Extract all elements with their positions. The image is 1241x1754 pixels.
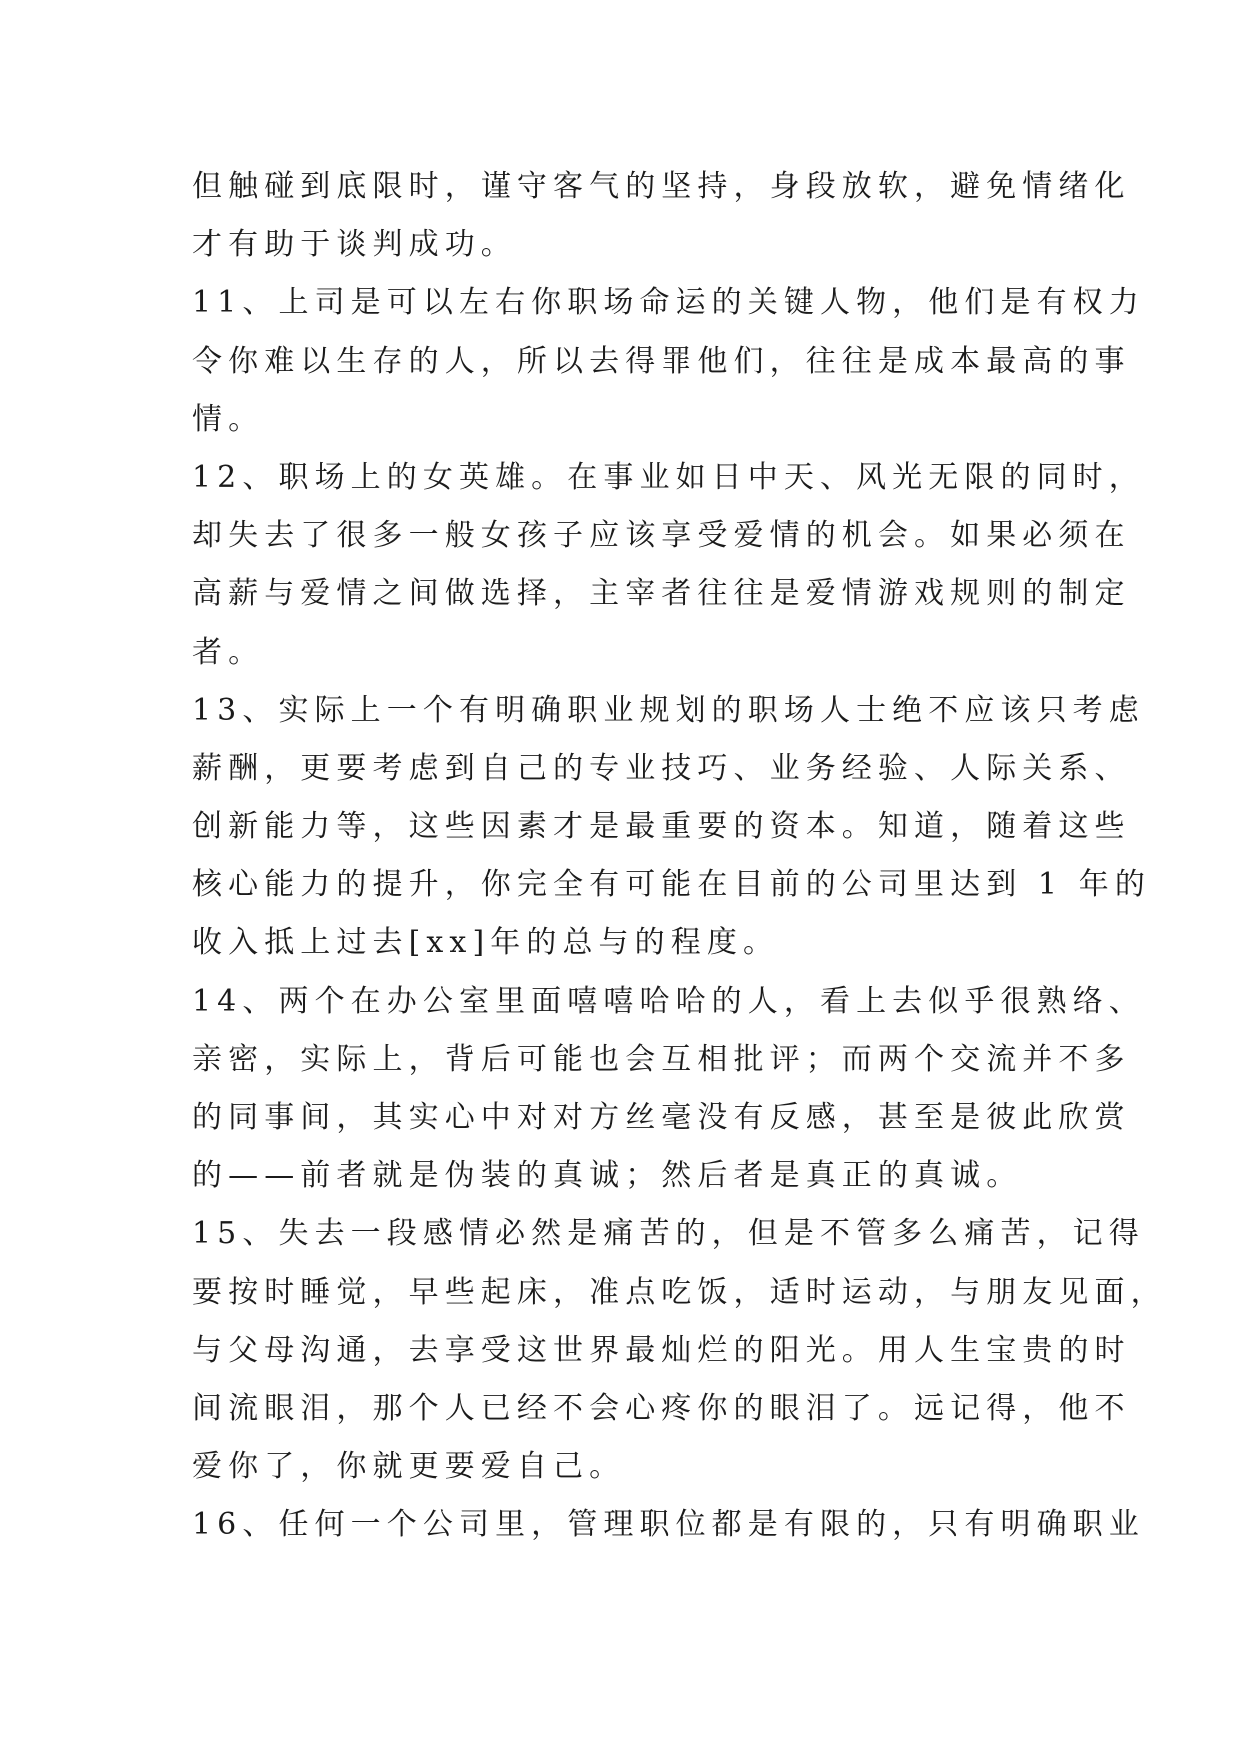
text-line: 的同事间，其实心中对对方丝毫没有反感，甚至是彼此欣赏	[192, 1100, 1131, 1135]
text-line: 核心能力的提升，你完全有可能在目前的公司里达到 1 年的	[192, 867, 1151, 903]
text-line: 的——前者就是伪装的真诚；然后者是真正的真诚。	[192, 1158, 1023, 1194]
text-line: 创新能力等，这些因素才是最重要的资本。知道，随着这些	[192, 809, 1131, 845]
text-line: 却失去了很多一般女孩子应该享受爱情的机会。如果必须在	[192, 518, 1131, 554]
text-line: 薪酬，更要考虑到自己的专业技巧、业务经验、人际关系、	[192, 750, 1131, 786]
text-line: 者。	[192, 634, 265, 670]
text-line: 16、任何一个公司里，管理职位都是有限的，只有明确职业	[192, 1507, 1145, 1543]
text-line: 收入抵上过去[xx]年的总与的程度。	[192, 925, 780, 961]
text-line: 令你难以生存的人，所以去得罪他们，往往是成本最高的事	[192, 343, 1131, 379]
text-line: 12、职场上的女英雄。在事业如日中天、风光无限的同时，	[192, 459, 1145, 495]
text-line: 才有助于谈判成功。	[192, 227, 517, 263]
text-line: 爱你了，你就更要爱自己。	[192, 1449, 626, 1485]
text-line: 亲密，实际上，背后可能也会互相批评；而两个交流并不多	[192, 1041, 1131, 1077]
text-line: 14、两个在办公室里面嘻嘻哈哈的人，看上去似乎很熟络、	[192, 983, 1145, 1019]
text-line: 高薪与爱情之间做选择，主宰者往往是爱情游戏规则的制定	[192, 576, 1131, 612]
text-line: 与父母沟通，去享受这世界最灿烂的阳光。用人生宝贵的时	[192, 1332, 1131, 1368]
body-text	[192, 158, 1167, 1555]
text-line: 情。	[192, 401, 265, 437]
text-line: 15、失去一段感情必然是痛苦的，但是不管多么痛苦，记得	[192, 1216, 1145, 1252]
text-line: 间流眼泪，那个人已经不会心疼你的眼泪了。远记得，他不	[192, 1390, 1131, 1426]
text-line: 但触碰到底限时，谨守客气的坚持，身段放软，避免情绪化	[192, 169, 1131, 204]
text-line: 13、实际上一个有明确职业规划的职场人士绝不应该只考虑	[192, 692, 1145, 728]
text-line: 要按时睡觉，早些起床，准点吃饭，适时运动，与朋友见面，	[192, 1274, 1167, 1310]
text-line: 11、上司是可以左右你职场命运的关键人物，他们是有权力	[192, 285, 1145, 321]
